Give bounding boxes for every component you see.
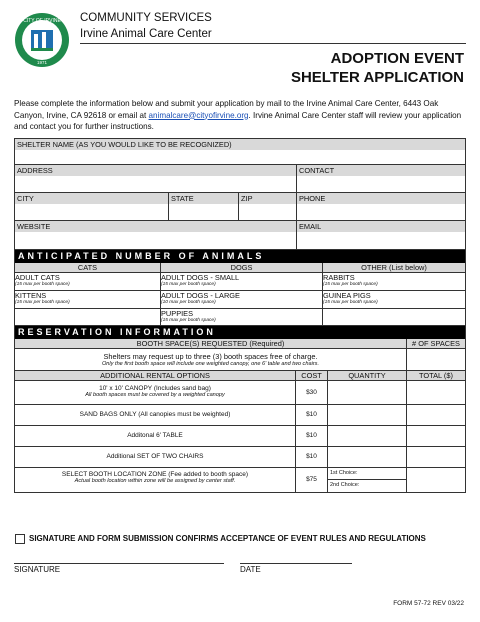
- form-title-line2: SHELTER APPLICATION: [290, 69, 464, 86]
- qty-chairs[interactable]: [328, 447, 407, 468]
- city-seal-logo: [14, 12, 70, 68]
- org-subname: Irvine Animal Care Center: [80, 28, 212, 40]
- total-sandbags[interactable]: [407, 405, 465, 426]
- total-zone[interactable]: [407, 468, 465, 492]
- contact-field[interactable]: CONTACT: [297, 165, 465, 193]
- col-quantity: QUANTITY: [328, 371, 407, 381]
- date-label: DATE: [240, 565, 261, 574]
- date-line[interactable]: [240, 563, 352, 564]
- other-empty: [323, 309, 465, 325]
- col-cost: COST: [296, 371, 328, 381]
- dogs-small-field[interactable]: ADULT DOGS - SMALL (15 max per booth space): [161, 273, 323, 291]
- cost-canopy: $30: [296, 381, 328, 405]
- animals-heading: ANTICIPATED NUMBER OF ANIMALS: [15, 250, 465, 263]
- qty-sandbags[interactable]: [328, 405, 407, 426]
- total-chairs[interactable]: [407, 447, 465, 468]
- city-field[interactable]: CITY: [15, 193, 169, 221]
- qty-table[interactable]: [328, 426, 407, 447]
- kittens-field[interactable]: KITTENS (15 max per booth space): [15, 291, 161, 309]
- shelter-info-grid: [14, 138, 466, 250]
- first-choice-field[interactable]: 1st Choice:: [328, 468, 407, 480]
- rental-option-table: Additonal 6' TABLE: [15, 426, 296, 447]
- email-link[interactable]: animalcare@cityofirvine.org: [148, 110, 249, 120]
- cost-zone: $75: [296, 468, 328, 492]
- signature-line[interactable]: [14, 563, 224, 564]
- col-cats: CATS: [15, 263, 161, 273]
- puppies-field[interactable]: PUPPIES (15 max per booth space): [161, 309, 323, 325]
- rental-option-canopy: 10' x 10' CANOPY (Includes sand bag) All booth spaces must be covered by a weighted canopy: [15, 381, 296, 405]
- col-other: OTHER (List below): [323, 263, 465, 273]
- spaces-input[interactable]: [407, 349, 465, 371]
- form-title-line1: ADOPTION EVENT: [330, 50, 464, 67]
- agreement-text: SIGNATURE AND FORM SUBMISSION CONFIRMS ACCEPTANCE OF EVENT RULES AND REGULATIONS: [29, 534, 426, 543]
- shelter-name-field[interactable]: SHELTER NAME (AS YOU WOULD LIKE TO BE RECOGNIZED): [15, 139, 465, 165]
- guinea-pigs-field[interactable]: GUINEA PIGS (15 max per booth space): [323, 291, 465, 309]
- logo-year: 1971: [36, 60, 48, 65]
- booth-header: BOOTH SPACE(S) REQUESTED (Required): [15, 339, 407, 349]
- zip-field[interactable]: ZIP: [239, 193, 297, 221]
- cats-empty: [15, 309, 161, 325]
- reservation-section: [14, 326, 466, 493]
- form-number: FORM 57-72 REV 03/22: [393, 600, 464, 607]
- col-total: TOTAL ($): [407, 371, 465, 381]
- website-field[interactable]: WEBSITE: [15, 221, 297, 249]
- cost-chairs: $10: [296, 447, 328, 468]
- org-name: COMMUNITY SERVICES: [80, 12, 212, 24]
- animals-section: [14, 250, 466, 326]
- second-choice-field[interactable]: 2nd Choice:: [328, 480, 407, 492]
- phone-field[interactable]: PHONE: [297, 193, 465, 221]
- email-field[interactable]: EMAIL: [297, 221, 465, 249]
- dogs-large-field[interactable]: ADULT DOGS - LARGE (10 max per booth space): [161, 291, 323, 309]
- rental-option-chairs: Additional SET OF TWO CHAIRS: [15, 447, 296, 468]
- adult-cats-field[interactable]: ADULT CATS (15 max per booth space): [15, 273, 161, 291]
- cost-sandbags: $10: [296, 405, 328, 426]
- header-divider: [80, 43, 466, 44]
- rental-option-zone: SELECT BOOTH LOCATION ZONE (Fee added to booth space) Actual booth location within zone will be assigned by center staff.: [15, 468, 296, 492]
- total-table[interactable]: [407, 426, 465, 447]
- spaces-header: # OF SPACES: [407, 339, 465, 349]
- agreement-checkbox[interactable]: [15, 534, 25, 544]
- booth-note: Shelters may request up to three (3) booth spaces free of charge. Only the first booth space will include one weighted canopy, one 6' table and two chairs.: [15, 349, 407, 371]
- reservation-heading: RESERVATION INFORMATION: [15, 326, 465, 339]
- rabbits-field[interactable]: RABBITS (15 max per booth space): [323, 273, 465, 291]
- address-field[interactable]: ADDRESS: [15, 165, 297, 193]
- total-canopy[interactable]: [407, 381, 465, 405]
- logo-top-text: CITY OF IRVINE: [23, 18, 61, 24]
- cost-table: $10: [296, 426, 328, 447]
- rental-option-sandbags: SAND BAGS ONLY (All canopies must be weighted): [15, 405, 296, 426]
- col-additional: ADDITIONAL RENTAL OPTIONS: [15, 371, 296, 381]
- intro-paragraph: Please complete the information below and submit your application by mail to the Irvine Animal Care Center, 6443 Oak Canyon, Irvine, CA 92618 or email at animalcare@cityofirvine.org. Irvine Animal Care Center staff will review your application and contact you for further instructions.: [14, 99, 462, 131]
- qty-canopy[interactable]: [328, 381, 407, 405]
- col-dogs: DOGS: [161, 263, 323, 273]
- state-field[interactable]: STATE: [169, 193, 239, 221]
- signature-label: SIGNATURE: [14, 565, 61, 574]
